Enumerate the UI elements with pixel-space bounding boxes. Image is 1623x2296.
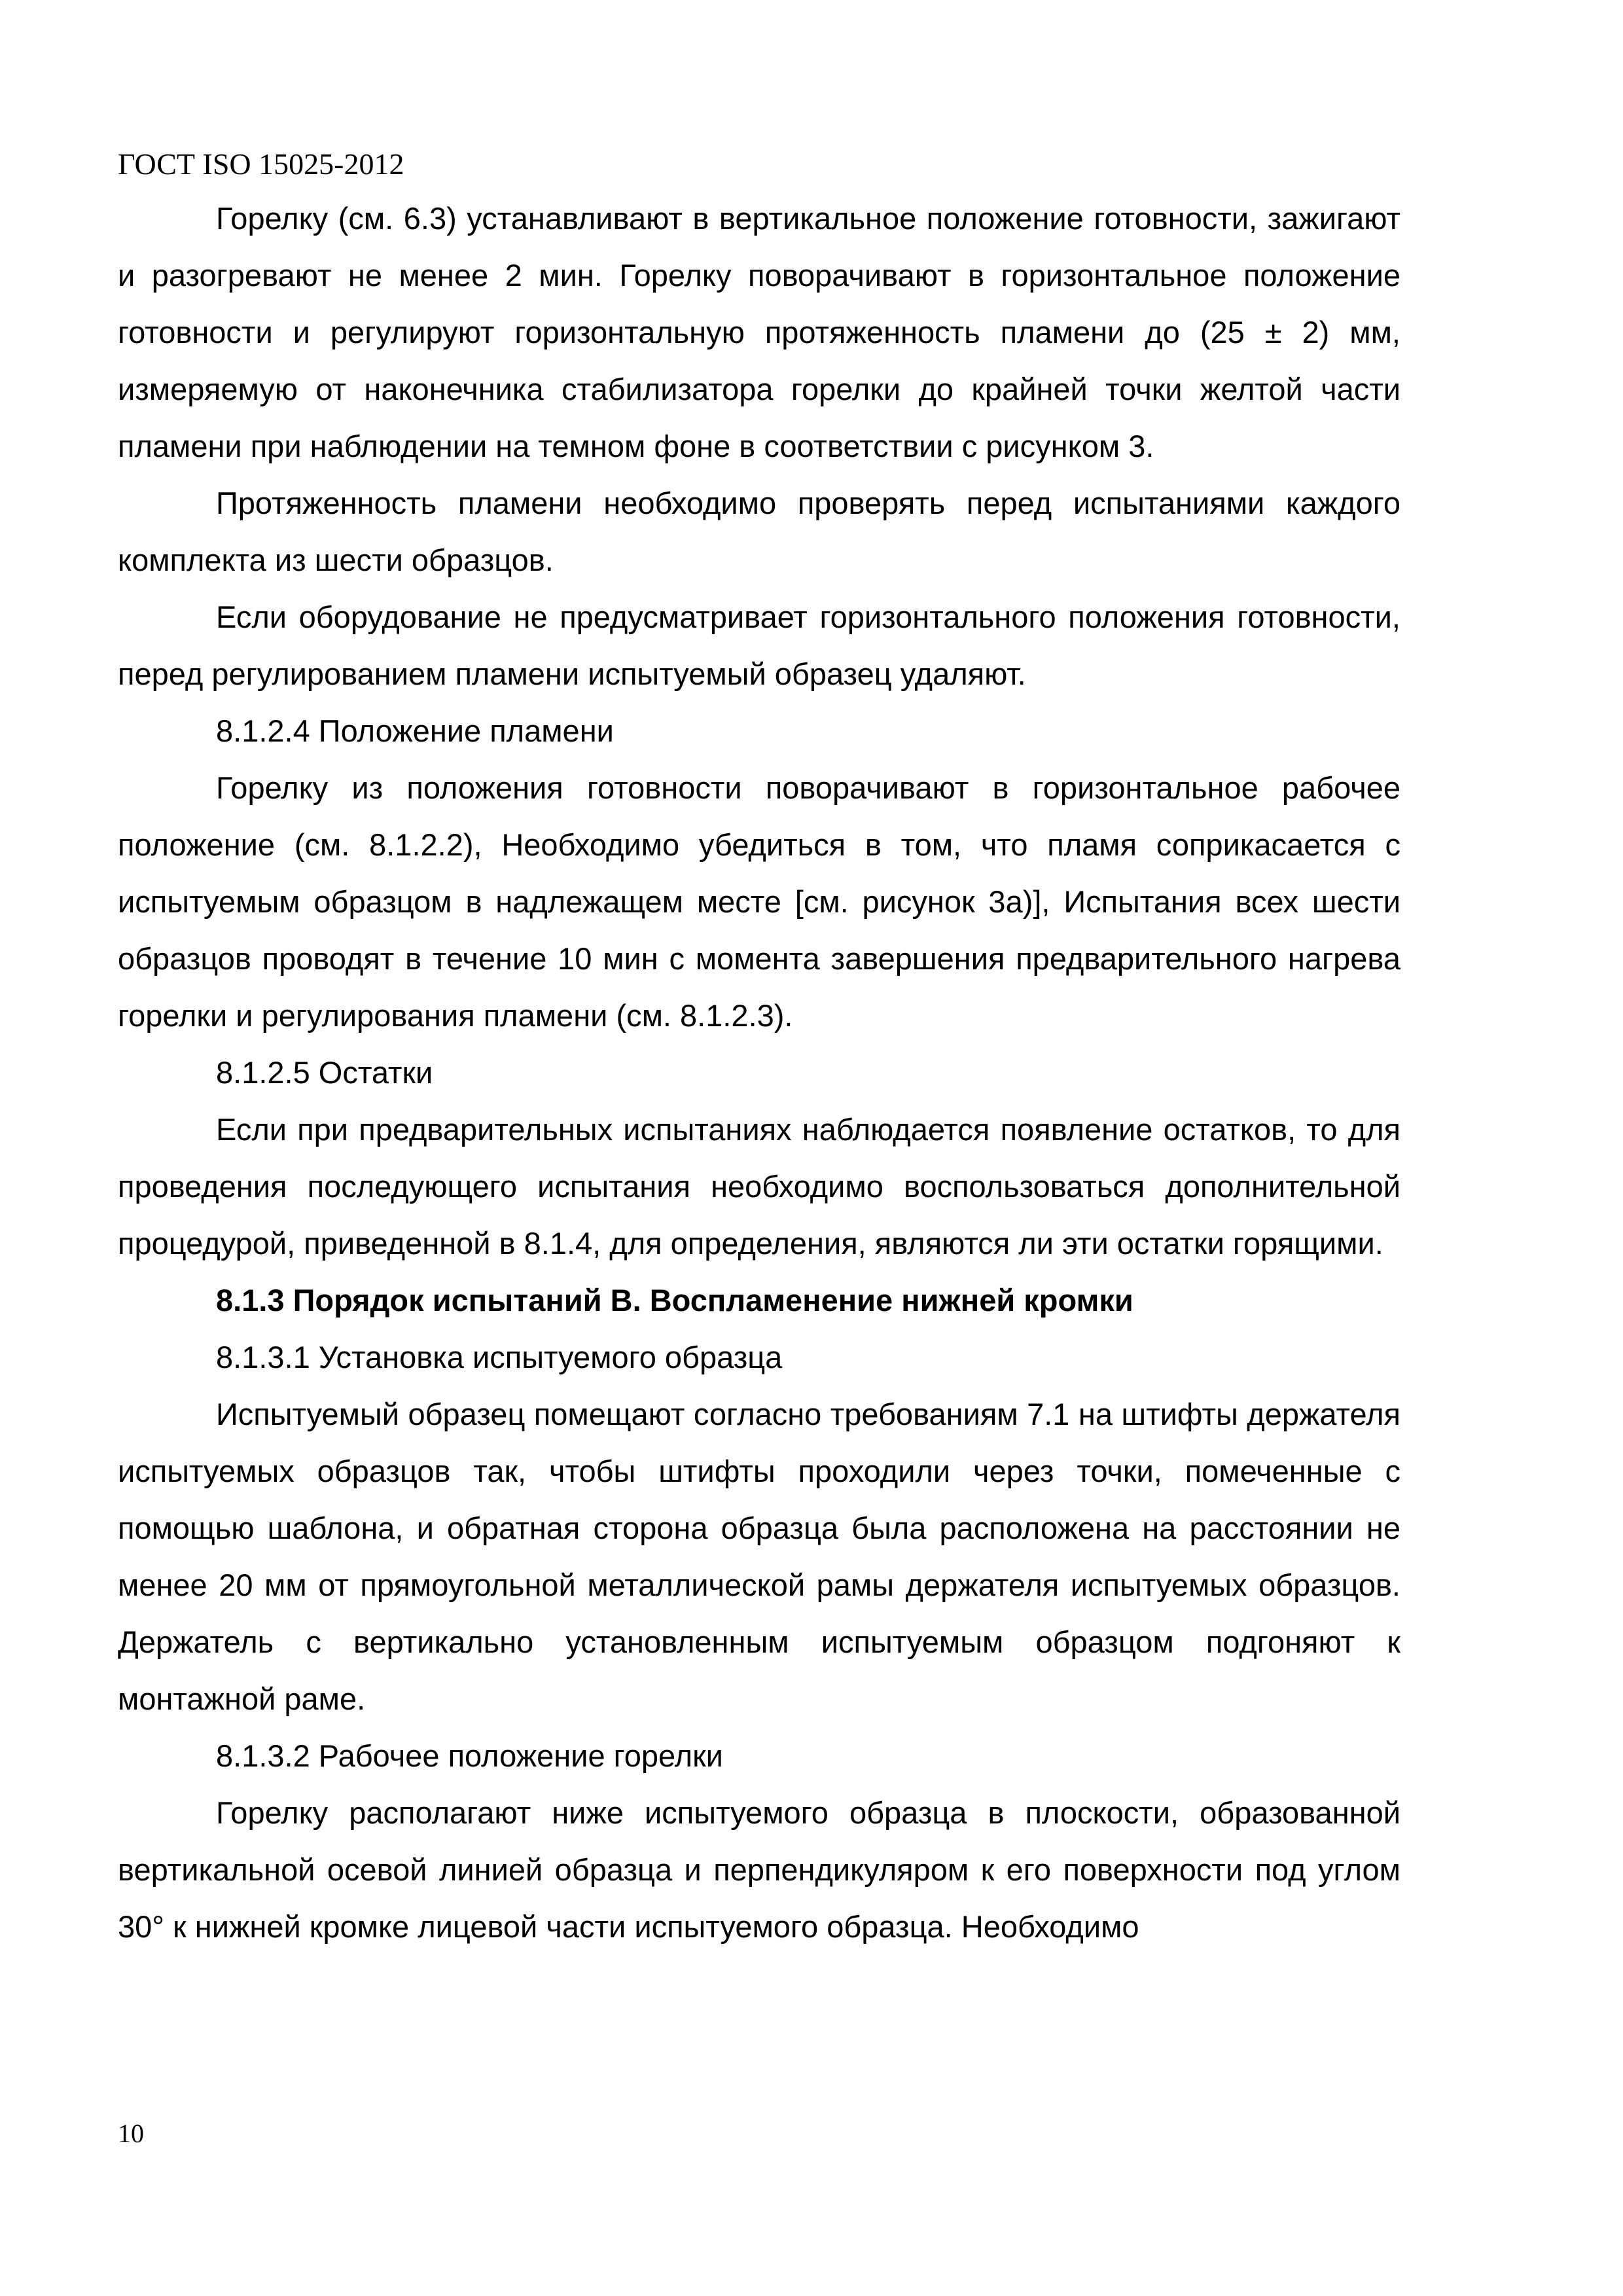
paragraph-no-horizontal-position: Если оборудование не предусматривает горизонтального положения готовности, перед регулированием пламени испытуемый образец удаляют. xyxy=(118,600,1400,691)
page-number: 10 xyxy=(118,2119,144,2148)
document-code-header: ГОСТ ISO 15025-2012 xyxy=(118,147,404,181)
section-heading-8-1-3-1: 8.1.3.1 Установка испытуемого образца xyxy=(216,1340,783,1374)
section-heading-8-1-3-2: 8.1.3.2 Рабочее положение горелки xyxy=(216,1738,723,1773)
paragraph-flame-position: Горелку из положения готовности поворачивают в горизонтальное рабочее положение (см. 8.1.2.2), Необходимо убедиться в том, что пламя соприкасается с испытуемым образцом в надлежащем месте [см. рисунок 3а)], Испытания всех шести образцов проводят в течение 10 мин с момента завершения предварительного нагрева горелки и регулирования пламени (см. 8.1.2.3). xyxy=(118,770,1400,1033)
section-heading-8-1-2-4: 8.1.2.4 Положение пламени xyxy=(216,713,614,748)
paragraph-debris: Если при предварительных испытаниях наблюдается появление остатков, то для проведения последующего испытания необходимо воспользоваться дополнительной процедурой, приведенной в 8.1.4, для определения, являются ли эти остатки горящими. xyxy=(118,1112,1400,1261)
document-body xyxy=(118,190,1400,1955)
paragraph-specimen-mounting: Испытуемый образец помещают согласно требованиям 7.1 на штифты держателя испытуемых образцов так, чтобы штифты проходили через точки, помеченные с помощью шаблона, и обратная сторона образца была расположена на расстоянии не менее 20 мм от прямоугольной металлической рамы держателя испытуемых образцов. Держатель с вертикально установленным испытуемым образцом подгоняют к монтажной раме. xyxy=(118,1397,1400,1716)
paragraph-flame-check: Протяженность пламени необходимо проверять перед испытаниями каждого комплекта из шести образцов. xyxy=(118,486,1400,577)
section-heading-8-1-3: 8.1.3 Порядок испытаний В. Воспламенение нижней кромки xyxy=(216,1283,1133,1318)
paragraph-flame-adjustment: Горелку (см. 6.3) устанавливают в вертикальное положение готовности, зажигают и разогревают не менее 2 мин. Горелку поворачивают в горизонтальное положение готовности и регулируют горизонтальную протяженность пламени до (25 ± 2) мм, измеряемую от наконечника стабилизатора горелки до крайней точки желтой части пламени при наблюдении на темном фоне в соответствии с рисунком 3. xyxy=(118,201,1400,463)
paragraph-burner-position: Горелку располагают ниже испытуемого образца в плоскости, образованной вертикальной осевой линией образца и перпендикуляром к его поверхности под углом 30° к нижней кромке лицевой части испытуемого образца. Необходимо xyxy=(118,1795,1400,1944)
section-heading-8-1-2-5: 8.1.2.5 Остатки xyxy=(216,1055,433,1090)
